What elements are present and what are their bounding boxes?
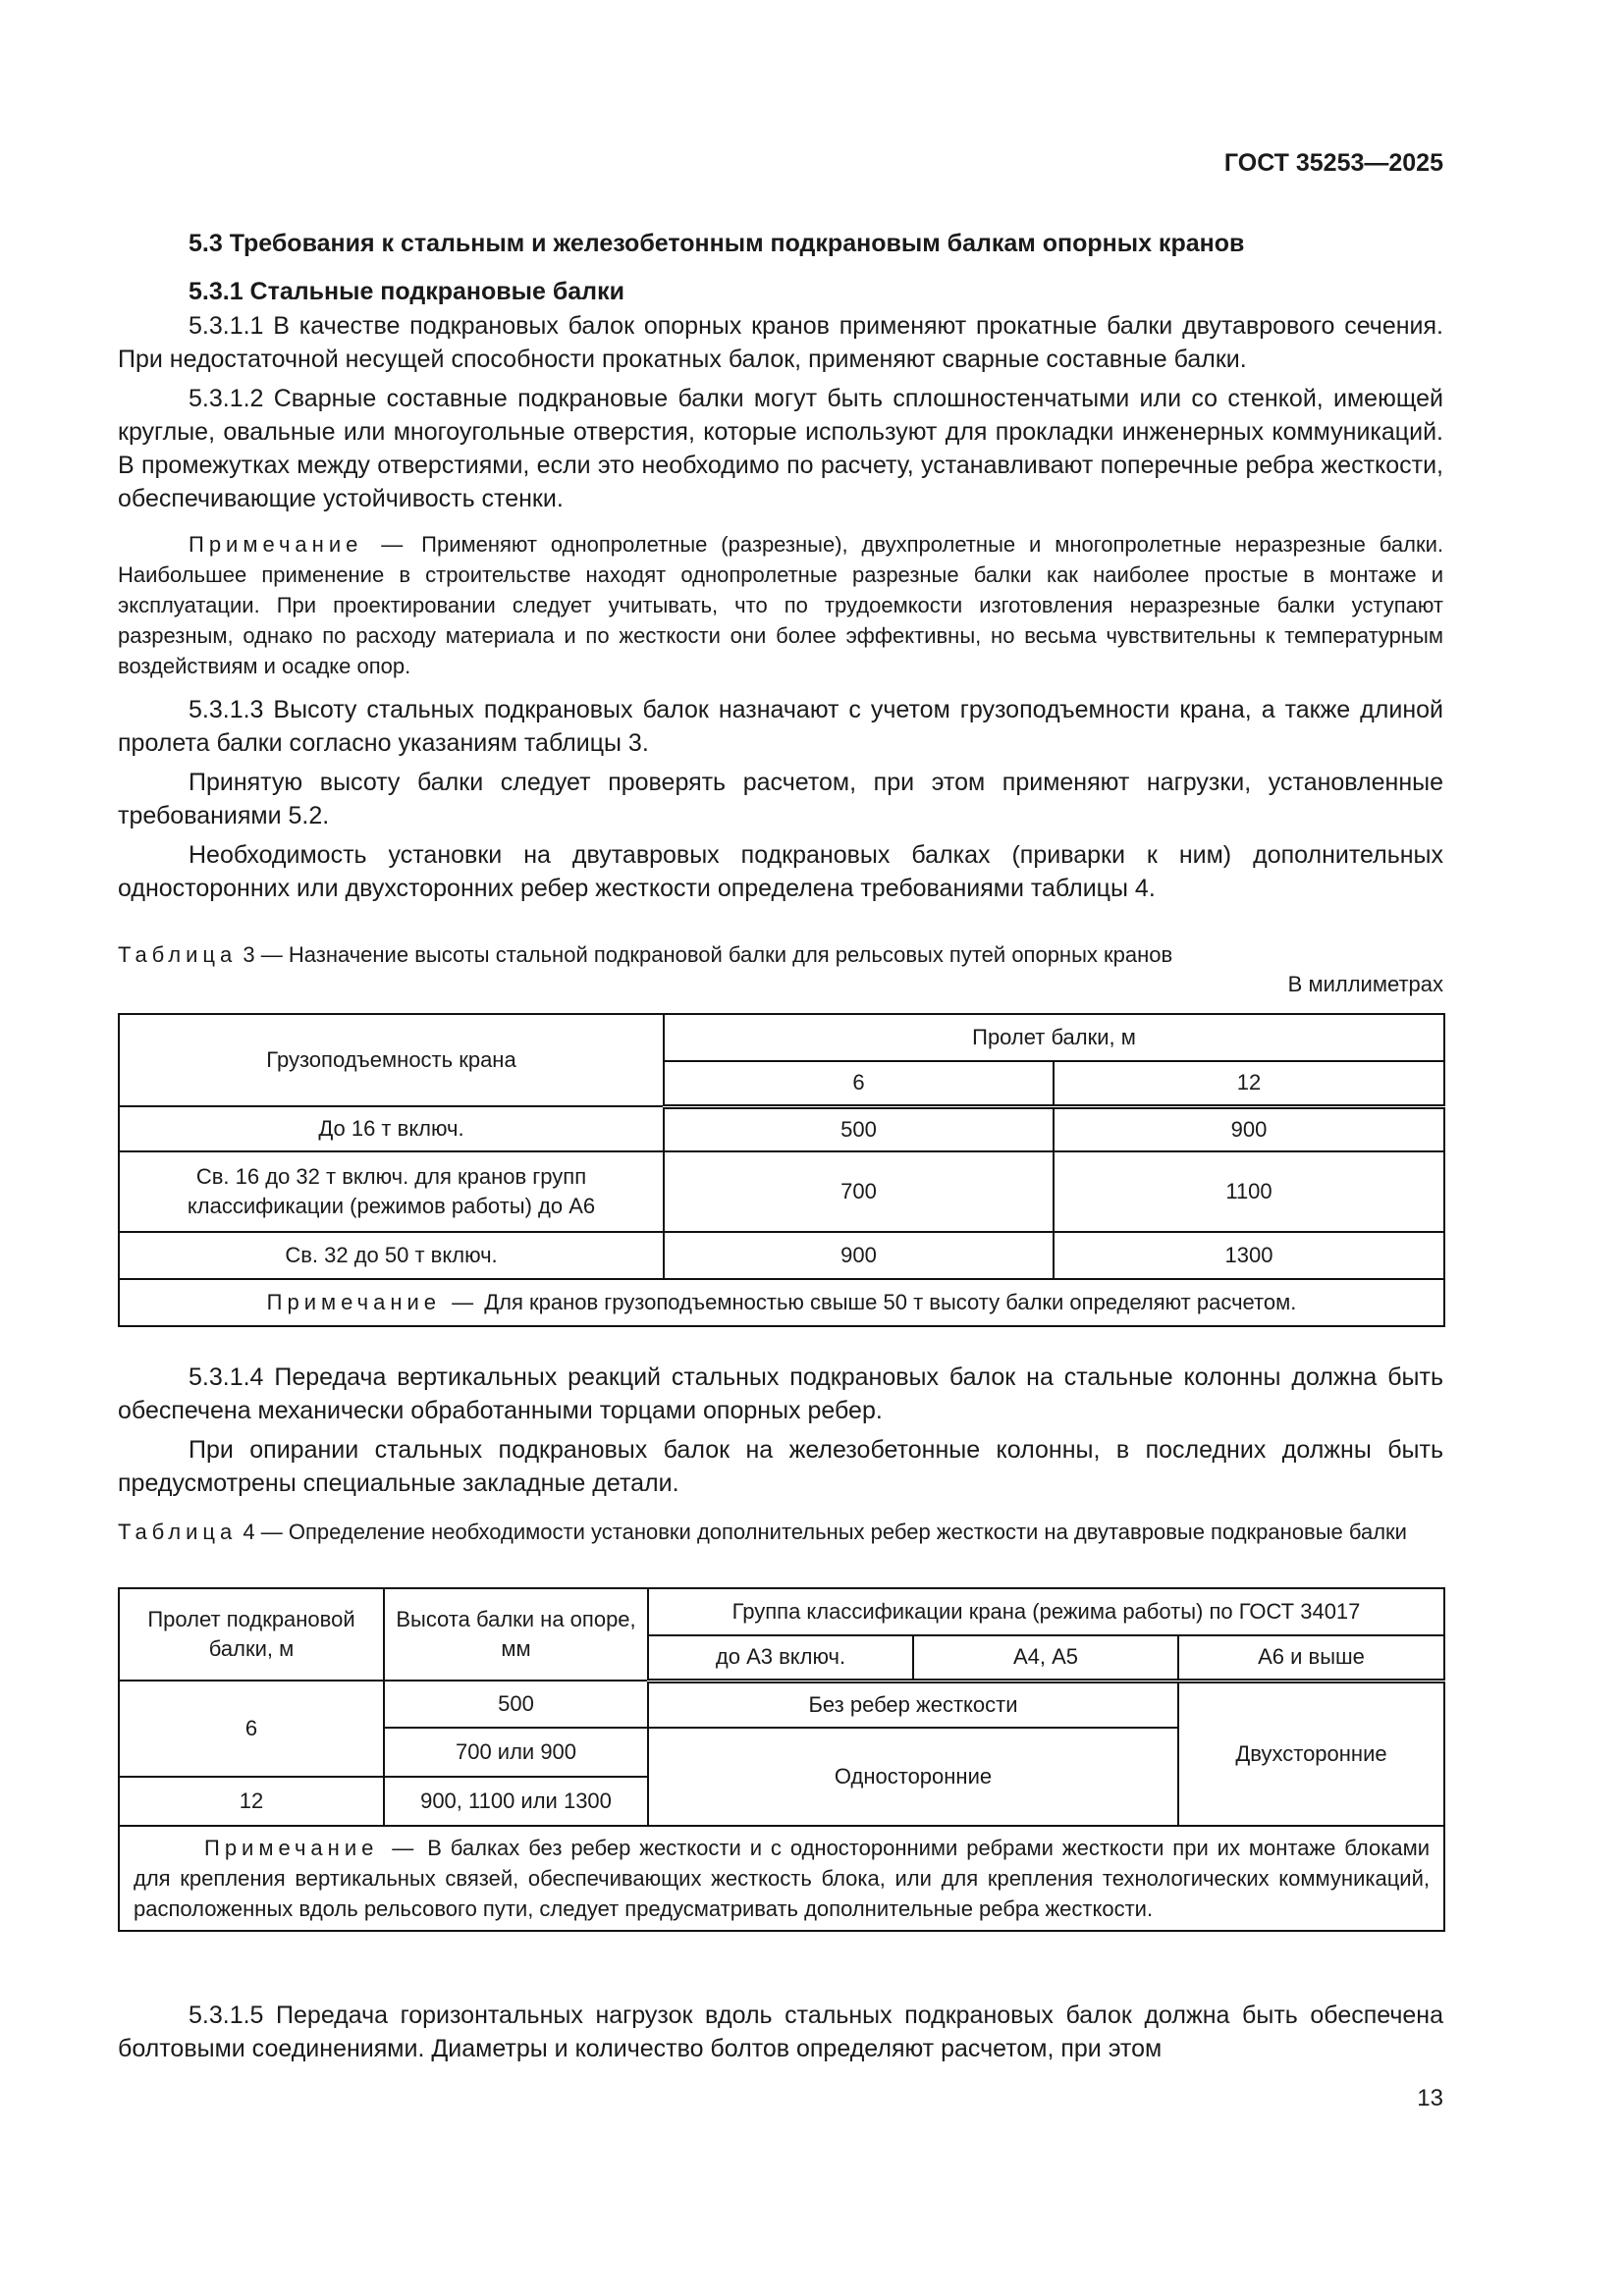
section-5-3	[118, 227, 1443, 905]
paragraph-5-3-1-5-block	[118, 1999, 1443, 2065]
table-caption: 4 — Определение необходимости установки дополнительных ребер жесткости на двутавровые подкрановые балки	[243, 1520, 1407, 1544]
paragraph-5-3-1-5: 5.3.1.5 Передача горизонтальных нагрузок вдоль стальных подкрановых балок должна быть обеспечена болтовыми соединениями. Диаметры и количество болтов определяют расчетом, при этом	[118, 2002, 1443, 2062]
cell-value: 700	[664, 1151, 1054, 1232]
header-group-a4-a5: А4, А5	[913, 1635, 1178, 1681]
note-label: Примечание —	[266, 1290, 479, 1314]
cell-value: 900	[1054, 1106, 1444, 1151]
cell-span: 12	[119, 1777, 384, 1826]
header-span-6: 6	[664, 1061, 1054, 1106]
cell-two-sided: Двухсторонние	[1178, 1681, 1444, 1826]
cell-value: 1300	[1054, 1232, 1444, 1279]
cell-height: 900, 1100 или 1300	[384, 1777, 648, 1826]
table-label: Таблица	[118, 1520, 238, 1544]
cell-load: Св. 32 до 50 т включ.	[119, 1232, 664, 1279]
document-header: ГОСТ 35253—2025	[1223, 149, 1443, 177]
paragraph-5-3-1-4: 5.3.1.4 Передача вертикальных реакций стальных подкрановых балок на стальные колонны должна быть обеспечена механически обработанными торцами опорных ребер.	[118, 1363, 1443, 1424]
paragraph-rc-columns: При опирании стальных подкрановых балок на железобетонные колонны, в последних должны быть предусмотрены специальные закладные детали.	[118, 1436, 1443, 1497]
note-text: Для кранов грузоподъемностью свыше 50 т высоту балки определяют расчетом.	[484, 1290, 1297, 1314]
header-span: Пролет балки, м	[664, 1014, 1444, 1061]
header-load: Грузоподъемность крана	[119, 1014, 664, 1106]
table-4	[118, 1587, 1443, 1932]
table-row	[119, 1232, 1444, 1279]
table-caption: 3 — Назначение высоты стальной подкрановой балки для рельсовых путей опорных кранов	[243, 942, 1173, 967]
table-note	[119, 1279, 1444, 1326]
note-text: В балках без ребер жесткости и с односторонними ребрами жесткости при их монтаже блоками для крепления вертикальных связей, обеспечивающих жесткость блока, или для крепления технологических коммуникаций, расположенных вдоль рельсового пути, следует предусматривать дополнительные ребра жесткости.	[134, 1836, 1430, 1921]
note-label: Примечание —	[189, 532, 408, 557]
cell-height: 700 или 900	[384, 1728, 648, 1777]
cell-value: 1100	[1054, 1151, 1444, 1232]
table-units: В миллиметрах	[1287, 972, 1443, 996]
paragraph-height-check: Принятую высоту балки следует проверять расчетом, при этом применяют нагрузки, установленные требованиями 5.2.	[118, 769, 1443, 829]
note-1	[118, 529, 1443, 681]
table-3-caption	[118, 940, 1443, 999]
header-group: Группа классификации крана (режима работы) по ГОСТ 34017	[648, 1588, 1444, 1635]
table-note	[119, 1826, 1444, 1931]
cell-height: 500	[384, 1681, 648, 1728]
cell-span: 6	[119, 1681, 384, 1777]
header-height: Высота балки на опоре, мм	[384, 1588, 648, 1681]
header-span-12: 12	[1054, 1061, 1444, 1106]
table-row	[119, 1151, 1444, 1232]
header-group-a6: А6 и выше	[1178, 1635, 1444, 1681]
paragraph-5-3-1-1: 5.3.1.1 В качестве подкрановых балок опорных кранов применяют прокатные балки двутаврового сечения. При недостаточной несущей способности прокатных балок, применяют сварные составные балки.	[118, 312, 1443, 373]
cell-value: 900	[664, 1232, 1054, 1279]
subsection-title: 5.3.1 Стальные подкрановые балки	[189, 278, 624, 305]
paragraph-5-3-1-2: 5.3.1.2 Сварные составные подкрановые балки могут быть сплошностенчатыми или со стенкой, имеющей круглые, овальные или многоугольные отверстия, которые используют для прокладки инженерных коммуникаций. В промежутках между отверстиями, если это необходимо по расчету, устанавливают поперечные ребра жесткости, обеспечивающие устойчивость стенки.	[118, 385, 1443, 512]
cell-value: 500	[664, 1106, 1054, 1151]
table-row	[119, 1106, 1444, 1151]
paragraph-5-3-1-3: 5.3.1.3 Высоту стальных подкрановых балок назначают с учетом грузоподъемности крана, а также длиной пролета балки согласно указаниям таблицы 3.	[118, 696, 1443, 757]
cell-one-sided: Односторонние	[648, 1728, 1178, 1826]
header-span: Пролет подкрановой балки, м	[119, 1588, 384, 1681]
note-label: Примечание —	[204, 1836, 419, 1860]
cell-load: Св. 16 до 32 т включ. для кранов групп классификации (режимов работы) до А6	[119, 1151, 664, 1232]
section-title: 5.3 Требования к стальным и железобетонным подкрановым балкам опорных кранов	[189, 230, 1245, 257]
paragraphs-5-3-1-4	[118, 1361, 1443, 1500]
cell-load: До 16 т включ.	[119, 1106, 664, 1151]
table-3	[118, 1013, 1443, 1327]
page-number: 13	[1417, 2085, 1443, 2111]
paragraph-stiffeners: Необходимость установки на двутавровых подкрановых балках (приварки к ним) дополнительных односторонних или двухсторонних ребер жесткости определена требованиями таблицы 4.	[118, 841, 1443, 902]
table-4-caption	[118, 1518, 1443, 1547]
table-label: Таблица	[118, 942, 238, 967]
cell-none: Без ребер жесткости	[648, 1681, 1178, 1728]
note-text: Применяют однопролетные (разрезные), двухпролетные и многопролетные неразрезные балки. Наибольшее применение в строительстве находят однопролетные разрезные балки как наиболее простые в монтаже и эксплуатации. При проектировании следует учитывать, что по трудоемкости изготовления неразрезные балки уступают разрезным, однако по расходу материала и по жесткости они более эффективны, но весьма чувствительны к температурным воздействиям и осадке опор.	[118, 532, 1443, 678]
header-group-a3: до А3 включ.	[648, 1635, 913, 1681]
